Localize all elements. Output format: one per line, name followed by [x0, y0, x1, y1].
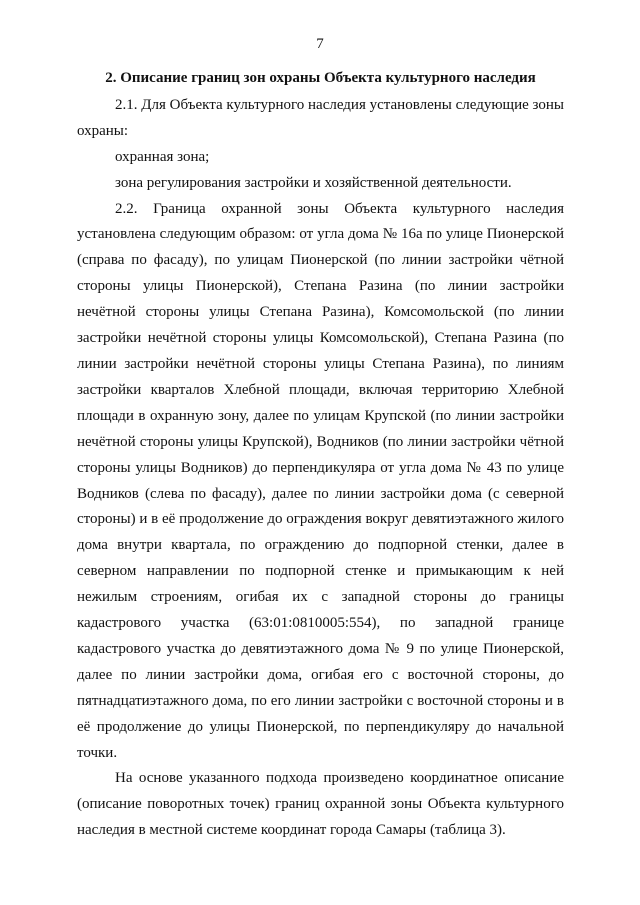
- list-item-security-zone: охранная зона;: [115, 148, 210, 165]
- list-item-regulation-zone: зона регулирования застройки и хозяйственной деятельности.: [115, 174, 512, 191]
- paragraph-2-1: 2.1. Для Объекта культурного наследия установлены следующие зоны охраны:: [77, 96, 564, 139]
- paragraph-2-2: 2.2. Граница охранной зоны Объекта культурного наследия установлена следующим образом: от угла дома № 16а по улице Пионерской (справа по фасаду), по улицам Пионерской (по линии застройки чётной стороны улицы Пионерской), Степана Разина (по линии застройки нечётной стороны улицы Степана Разина), Комсомольской (по линии застройки нечётной стороны улицы Комсомольской), Степана Разина (по линии застройки нечётной стороны улицы Степана Разина), по линиям застройки кварталов Хлебной площади, включая территорию Хлебной площади в охранную зону, далее по улицам Крупской (по линии застройки нечётной стороны улицы Крупской), Водников (по линии застройки чётной стороны улицы Водников) до перпендикуляра от угла дома № 43 по улице Водников (слева по фасаду), далее по линии застройки дома (с северной стороны) и в её продолжение до ограждения вокруг девятиэтажного жилого дома внутри квартала, по ограждению до подпорной стенки, далее в северном направлении по подпорной стенке и примыкающим к ней нежилым строениям, огибая их с западной стороны до границы кадастрового участка (63:01:0810005:554), по западной границе кадастрового участка до девятиэтажного дома № 9 по улице Пионерской, далее по линии застройки дома, огибая его с восточной стороны, до пятнадцатиэтажного дома, по его линии застройки с восточной стороны и в её продолжение до улицы Пионерской, по перпендикуляру до начальной точки.: [77, 200, 564, 761]
- section-heading: 2. Описание границ зон охраны Объекта культурного наследия: [105, 70, 536, 86]
- page-number: 7: [316, 36, 324, 52]
- paragraph-coordinates: На основе указанного подхода произведено координатное описание (описание поворотных точек) границ охранной зоны Объекта культурного наследия в местной системе координат города Самары (таблица 3).: [77, 770, 564, 839]
- document-body: [77, 66, 564, 844]
